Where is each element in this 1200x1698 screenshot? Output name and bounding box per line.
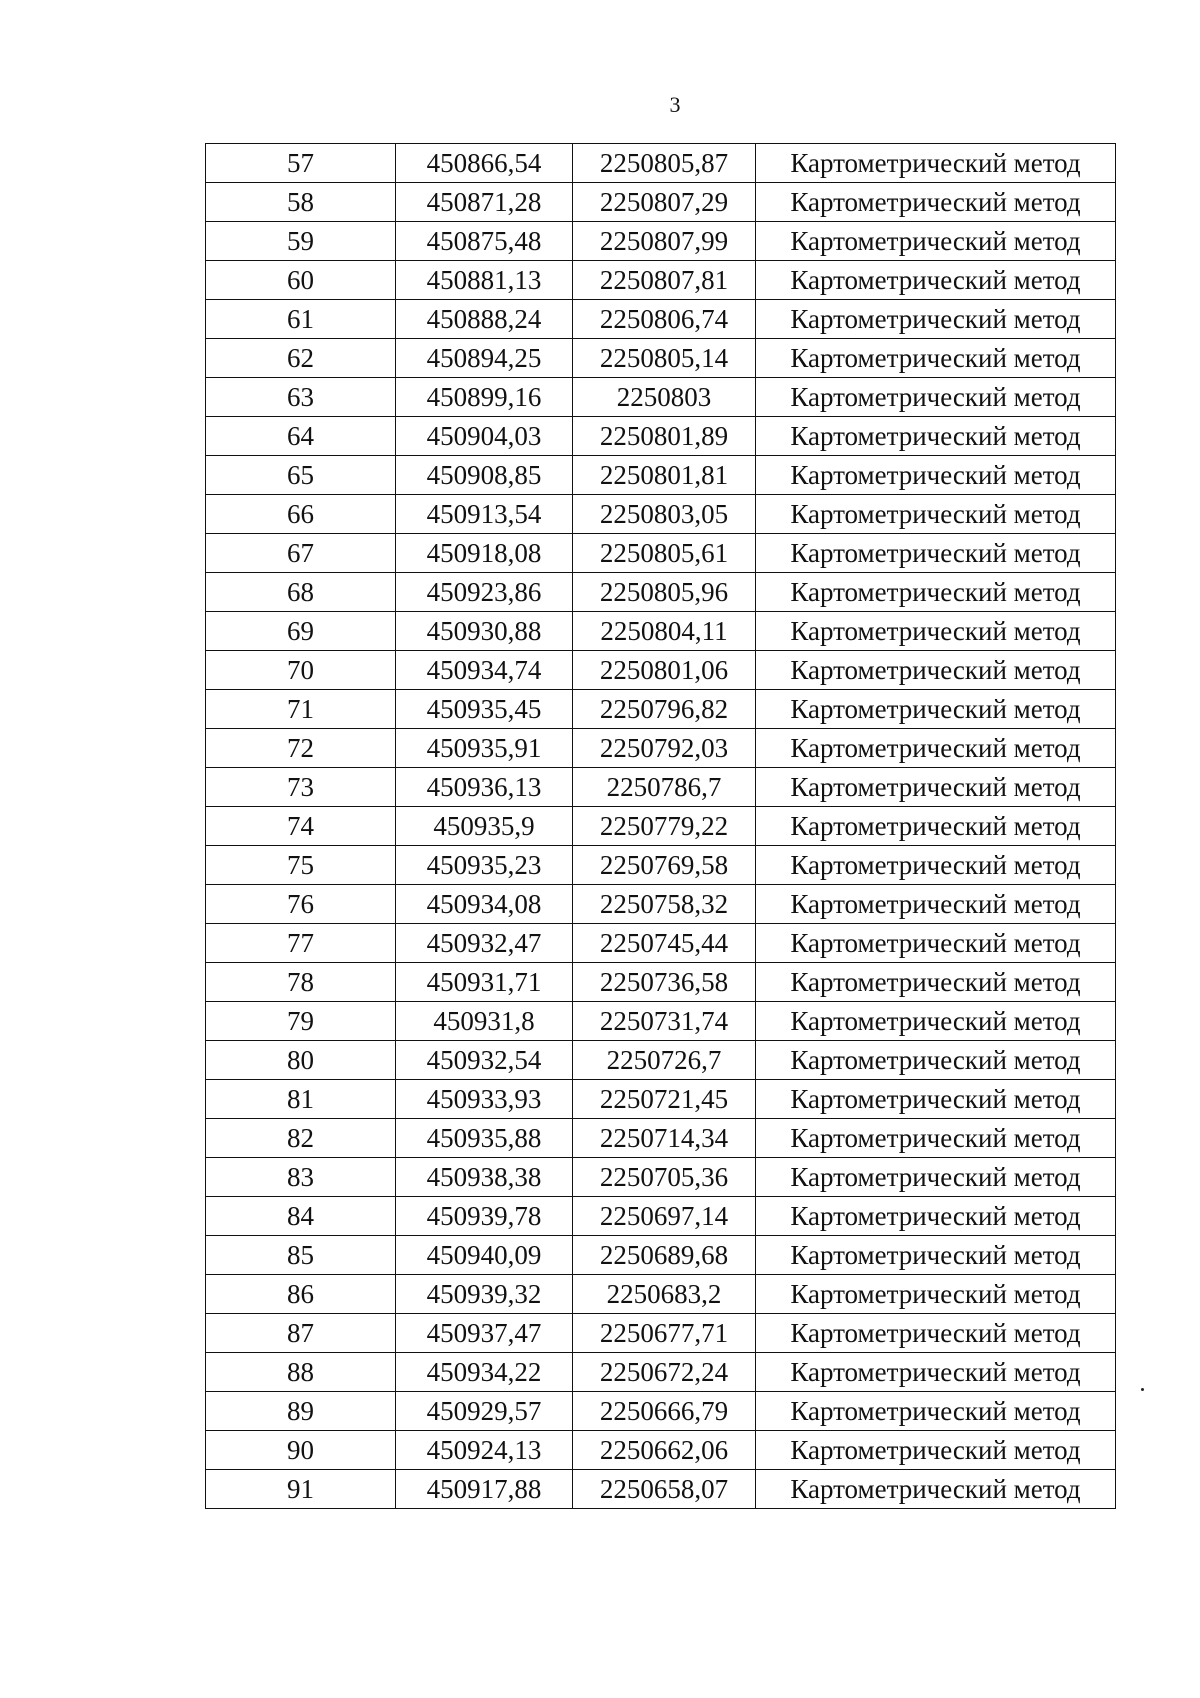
y-coordinate-cell: 2250801,06 bbox=[573, 651, 756, 690]
table-row bbox=[206, 1080, 1116, 1119]
y-coordinate-cell: 2250807,99 bbox=[573, 222, 756, 261]
point-number-cell: 58 bbox=[206, 183, 396, 222]
method-cell: Картометрический метод bbox=[756, 1080, 1116, 1119]
method-cell: Картометрический метод bbox=[756, 456, 1116, 495]
method-cell: Картометрический метод bbox=[756, 144, 1116, 183]
table-row bbox=[206, 924, 1116, 963]
y-coordinate-cell: 2250805,87 bbox=[573, 144, 756, 183]
y-coordinate-cell: 2250805,61 bbox=[573, 534, 756, 573]
method-cell: Картометрический метод bbox=[756, 1470, 1116, 1509]
x-coordinate-cell: 450931,8 bbox=[396, 1002, 573, 1041]
point-number-cell: 72 bbox=[206, 729, 396, 768]
point-number-cell: 78 bbox=[206, 963, 396, 1002]
point-number-cell: 85 bbox=[206, 1236, 396, 1275]
method-cell: Картометрический метод bbox=[756, 1392, 1116, 1431]
table-row bbox=[206, 1470, 1116, 1509]
y-coordinate-cell: 2250804,11 bbox=[573, 612, 756, 651]
y-coordinate-cell: 2250779,22 bbox=[573, 807, 756, 846]
method-cell: Картометрический метод bbox=[756, 1314, 1116, 1353]
method-cell: Картометрический метод bbox=[756, 1119, 1116, 1158]
method-cell: Картометрический метод bbox=[756, 807, 1116, 846]
table-row bbox=[206, 261, 1116, 300]
y-coordinate-cell: 2250736,58 bbox=[573, 963, 756, 1002]
table-row bbox=[206, 690, 1116, 729]
point-number-cell: 86 bbox=[206, 1275, 396, 1314]
table-row bbox=[206, 963, 1116, 1002]
table-row bbox=[206, 612, 1116, 651]
table-row bbox=[206, 144, 1116, 183]
method-cell: Картометрический метод bbox=[756, 183, 1116, 222]
point-number-cell: 89 bbox=[206, 1392, 396, 1431]
method-cell: Картометрический метод bbox=[756, 1431, 1116, 1470]
table-row bbox=[206, 1431, 1116, 1470]
y-coordinate-cell: 2250714,34 bbox=[573, 1119, 756, 1158]
y-coordinate-cell: 2250803 bbox=[573, 378, 756, 417]
method-cell: Картометрический метод bbox=[756, 573, 1116, 612]
method-cell: Картометрический метод bbox=[756, 729, 1116, 768]
method-cell: Картометрический метод bbox=[756, 1275, 1116, 1314]
table-row bbox=[206, 1236, 1116, 1275]
x-coordinate-cell: 450913,54 bbox=[396, 495, 573, 534]
point-number-cell: 77 bbox=[206, 924, 396, 963]
table-row bbox=[206, 339, 1116, 378]
method-cell: Картометрический метод bbox=[756, 495, 1116, 534]
table-row bbox=[206, 222, 1116, 261]
point-number-cell: 63 bbox=[206, 378, 396, 417]
y-coordinate-cell: 2250666,79 bbox=[573, 1392, 756, 1431]
y-coordinate-cell: 2250683,2 bbox=[573, 1275, 756, 1314]
x-coordinate-cell: 450933,93 bbox=[396, 1080, 573, 1119]
y-coordinate-cell: 2250801,89 bbox=[573, 417, 756, 456]
point-number-cell: 60 bbox=[206, 261, 396, 300]
x-coordinate-cell: 450899,16 bbox=[396, 378, 573, 417]
y-coordinate-cell: 2250672,24 bbox=[573, 1353, 756, 1392]
table-row bbox=[206, 1041, 1116, 1080]
x-coordinate-cell: 450908,85 bbox=[396, 456, 573, 495]
y-coordinate-cell: 2250658,07 bbox=[573, 1470, 756, 1509]
x-coordinate-cell: 450930,88 bbox=[396, 612, 573, 651]
y-coordinate-cell: 2250807,81 bbox=[573, 261, 756, 300]
point-number-cell: 68 bbox=[206, 573, 396, 612]
point-number-cell: 66 bbox=[206, 495, 396, 534]
table-row bbox=[206, 1158, 1116, 1197]
point-number-cell: 91 bbox=[206, 1470, 396, 1509]
method-cell: Картометрический метод bbox=[756, 378, 1116, 417]
x-coordinate-cell: 450924,13 bbox=[396, 1431, 573, 1470]
method-cell: Картометрический метод bbox=[756, 534, 1116, 573]
x-coordinate-cell: 450918,08 bbox=[396, 534, 573, 573]
point-number-cell: 67 bbox=[206, 534, 396, 573]
y-coordinate-cell: 2250796,82 bbox=[573, 690, 756, 729]
y-coordinate-cell: 2250677,71 bbox=[573, 1314, 756, 1353]
point-number-cell: 90 bbox=[206, 1431, 396, 1470]
point-number-cell: 80 bbox=[206, 1041, 396, 1080]
x-coordinate-cell: 450934,08 bbox=[396, 885, 573, 924]
coordinates-table bbox=[205, 143, 1116, 1509]
table-row bbox=[206, 729, 1116, 768]
x-coordinate-cell: 450939,32 bbox=[396, 1275, 573, 1314]
x-coordinate-cell: 450935,23 bbox=[396, 846, 573, 885]
x-coordinate-cell: 450940,09 bbox=[396, 1236, 573, 1275]
x-coordinate-cell: 450881,13 bbox=[396, 261, 573, 300]
point-number-cell: 69 bbox=[206, 612, 396, 651]
point-number-cell: 79 bbox=[206, 1002, 396, 1041]
method-cell: Картометрический метод bbox=[756, 768, 1116, 807]
x-coordinate-cell: 450934,22 bbox=[396, 1353, 573, 1392]
y-coordinate-cell: 2250662,06 bbox=[573, 1431, 756, 1470]
method-cell: Картометрический метод bbox=[756, 1002, 1116, 1041]
point-number-cell: 73 bbox=[206, 768, 396, 807]
method-cell: Картометрический метод bbox=[756, 339, 1116, 378]
y-coordinate-cell: 2250758,32 bbox=[573, 885, 756, 924]
table-row bbox=[206, 1197, 1116, 1236]
point-number-cell: 76 bbox=[206, 885, 396, 924]
table-row bbox=[206, 1314, 1116, 1353]
y-coordinate-cell: 2250806,74 bbox=[573, 300, 756, 339]
table-row bbox=[206, 534, 1116, 573]
point-number-cell: 62 bbox=[206, 339, 396, 378]
method-cell: Картометрический метод bbox=[756, 1197, 1116, 1236]
x-coordinate-cell: 450932,54 bbox=[396, 1041, 573, 1080]
point-number-cell: 83 bbox=[206, 1158, 396, 1197]
method-cell: Картометрический метод bbox=[756, 651, 1116, 690]
method-cell: Картометрический метод bbox=[756, 417, 1116, 456]
x-coordinate-cell: 450904,03 bbox=[396, 417, 573, 456]
table-row bbox=[206, 1392, 1116, 1431]
method-cell: Картометрический метод bbox=[756, 1158, 1116, 1197]
table-row bbox=[206, 573, 1116, 612]
x-coordinate-cell: 450935,9 bbox=[396, 807, 573, 846]
y-coordinate-cell: 2250721,45 bbox=[573, 1080, 756, 1119]
method-cell: Картометрический метод bbox=[756, 1236, 1116, 1275]
y-coordinate-cell: 2250792,03 bbox=[573, 729, 756, 768]
y-coordinate-cell: 2250786,7 bbox=[573, 768, 756, 807]
x-coordinate-cell: 450866,54 bbox=[396, 144, 573, 183]
table-row bbox=[206, 846, 1116, 885]
y-coordinate-cell: 2250803,05 bbox=[573, 495, 756, 534]
method-cell: Картометрический метод bbox=[756, 612, 1116, 651]
point-number-cell: 57 bbox=[206, 144, 396, 183]
coordinates-table-body bbox=[206, 144, 1116, 1509]
method-cell: Картометрический метод bbox=[756, 846, 1116, 885]
method-cell: Картометрический метод bbox=[756, 1041, 1116, 1080]
y-coordinate-cell: 2250805,96 bbox=[573, 573, 756, 612]
method-cell: Картометрический метод bbox=[756, 300, 1116, 339]
point-number-cell: 64 bbox=[206, 417, 396, 456]
scan-dot-mark bbox=[1141, 1388, 1144, 1391]
y-coordinate-cell: 2250807,29 bbox=[573, 183, 756, 222]
table-row bbox=[206, 1275, 1116, 1314]
method-cell: Картометрический метод bbox=[756, 261, 1116, 300]
method-cell: Картометрический метод bbox=[756, 963, 1116, 1002]
x-coordinate-cell: 450934,74 bbox=[396, 651, 573, 690]
table-row bbox=[206, 495, 1116, 534]
point-number-cell: 65 bbox=[206, 456, 396, 495]
x-coordinate-cell: 450938,38 bbox=[396, 1158, 573, 1197]
point-number-cell: 75 bbox=[206, 846, 396, 885]
x-coordinate-cell: 450932,47 bbox=[396, 924, 573, 963]
y-coordinate-cell: 2250745,44 bbox=[573, 924, 756, 963]
x-coordinate-cell: 450929,57 bbox=[396, 1392, 573, 1431]
x-coordinate-cell: 450894,25 bbox=[396, 339, 573, 378]
x-coordinate-cell: 450935,45 bbox=[396, 690, 573, 729]
table-row bbox=[206, 651, 1116, 690]
point-number-cell: 59 bbox=[206, 222, 396, 261]
table-row bbox=[206, 417, 1116, 456]
y-coordinate-cell: 2250805,14 bbox=[573, 339, 756, 378]
point-number-cell: 88 bbox=[206, 1353, 396, 1392]
x-coordinate-cell: 450935,88 bbox=[396, 1119, 573, 1158]
method-cell: Картометрический метод bbox=[756, 924, 1116, 963]
table-row bbox=[206, 1119, 1116, 1158]
point-number-cell: 71 bbox=[206, 690, 396, 729]
table-row bbox=[206, 456, 1116, 495]
point-number-cell: 84 bbox=[206, 1197, 396, 1236]
y-coordinate-cell: 2250801,81 bbox=[573, 456, 756, 495]
point-number-cell: 70 bbox=[206, 651, 396, 690]
table-row bbox=[206, 885, 1116, 924]
method-cell: Картометрический метод bbox=[756, 222, 1116, 261]
method-cell: Картометрический метод bbox=[756, 690, 1116, 729]
x-coordinate-cell: 450871,28 bbox=[396, 183, 573, 222]
table-row bbox=[206, 1002, 1116, 1041]
x-coordinate-cell: 450939,78 bbox=[396, 1197, 573, 1236]
x-coordinate-cell: 450875,48 bbox=[396, 222, 573, 261]
point-number-cell: 61 bbox=[206, 300, 396, 339]
x-coordinate-cell: 450936,13 bbox=[396, 768, 573, 807]
table-row bbox=[206, 807, 1116, 846]
x-coordinate-cell: 450935,91 bbox=[396, 729, 573, 768]
point-number-cell: 87 bbox=[206, 1314, 396, 1353]
y-coordinate-cell: 2250731,74 bbox=[573, 1002, 756, 1041]
x-coordinate-cell: 450937,47 bbox=[396, 1314, 573, 1353]
table-row bbox=[206, 768, 1116, 807]
y-coordinate-cell: 2250689,68 bbox=[573, 1236, 756, 1275]
y-coordinate-cell: 2250726,7 bbox=[573, 1041, 756, 1080]
x-coordinate-cell: 450917,88 bbox=[396, 1470, 573, 1509]
page-number: 3 bbox=[669, 92, 681, 117]
point-number-cell: 74 bbox=[206, 807, 396, 846]
point-number-cell: 81 bbox=[206, 1080, 396, 1119]
point-number-cell: 82 bbox=[206, 1119, 396, 1158]
y-coordinate-cell: 2250697,14 bbox=[573, 1197, 756, 1236]
table-row bbox=[206, 300, 1116, 339]
table-row bbox=[206, 183, 1116, 222]
x-coordinate-cell: 450888,24 bbox=[396, 300, 573, 339]
x-coordinate-cell: 450931,71 bbox=[396, 963, 573, 1002]
table-row bbox=[206, 1353, 1116, 1392]
method-cell: Картометрический метод bbox=[756, 885, 1116, 924]
method-cell: Картометрический метод bbox=[756, 1353, 1116, 1392]
x-coordinate-cell: 450923,86 bbox=[396, 573, 573, 612]
table-row bbox=[206, 378, 1116, 417]
y-coordinate-cell: 2250769,58 bbox=[573, 846, 756, 885]
y-coordinate-cell: 2250705,36 bbox=[573, 1158, 756, 1197]
